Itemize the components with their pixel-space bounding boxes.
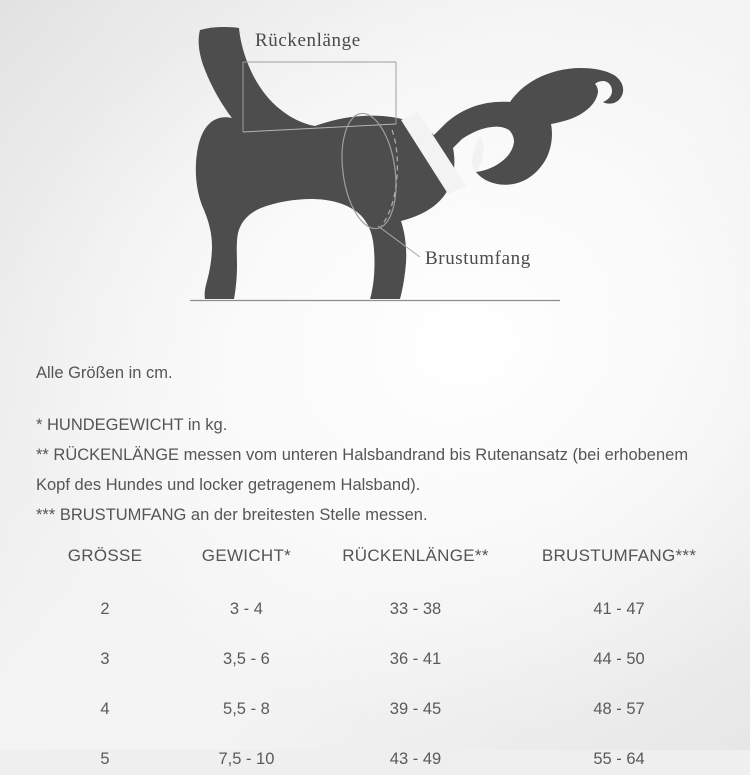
cell-gewicht: 7,5 - 10 xyxy=(218,750,275,768)
units-note: Alle Größen in cm. xyxy=(36,364,173,382)
cell-groesse: 3 xyxy=(100,650,110,668)
cell-ruecken: 33 - 38 xyxy=(389,600,442,618)
chest-girth-label: Brustumfang xyxy=(425,248,531,269)
footnote-chest-girth: *** BRUSTUMFANG an der breitesten Stelle messen. xyxy=(36,506,428,524)
cell-ruecken: 43 - 49 xyxy=(389,750,442,768)
cell-groesse: 5 xyxy=(100,750,110,768)
table-row xyxy=(36,700,726,750)
explanatory-text-block xyxy=(36,358,726,530)
cell-groesse: 4 xyxy=(100,700,110,718)
header-brust: BRUSTUMFANG*** xyxy=(541,546,697,565)
table-row xyxy=(36,600,726,650)
header-ruecken: RÜCKENLÄNGE** xyxy=(342,546,489,565)
cell-gewicht: 3 - 4 xyxy=(229,600,263,618)
table-row xyxy=(36,750,726,775)
cell-gewicht: 5,5 - 8 xyxy=(223,700,270,718)
header-groesse: GRÖSSE xyxy=(67,546,143,565)
footnote-weight: * HUNDEGEWICHT in kg. xyxy=(36,416,228,434)
size-table xyxy=(36,546,726,775)
cell-gewicht: 3,5 - 6 xyxy=(223,650,270,668)
table-row xyxy=(36,650,726,700)
cell-ruecken: 36 - 41 xyxy=(389,650,442,668)
cell-brust: 41 - 47 xyxy=(593,600,645,618)
dog-silhouette-icon xyxy=(196,27,623,299)
table-header-row xyxy=(36,546,726,600)
footnote-back-length: ** RÜCKENLÄNGE messen vom unteren Halsbandrand bis Rutenansatz (bei erhobenem Kopf des Hundes und locker getragenem Halsband). xyxy=(36,446,689,494)
cell-groesse: 2 xyxy=(100,600,110,618)
cell-brust: 44 - 50 xyxy=(593,650,645,668)
dog-measurement-illustration xyxy=(0,0,750,330)
cell-ruecken: 39 - 45 xyxy=(389,700,442,718)
cell-brust: 55 - 64 xyxy=(593,750,645,768)
back-length-label: Rückenlänge xyxy=(255,30,361,51)
header-gewicht: GEWICHT* xyxy=(201,546,292,565)
ear-shape xyxy=(472,136,484,172)
cell-brust: 48 - 57 xyxy=(593,700,645,718)
